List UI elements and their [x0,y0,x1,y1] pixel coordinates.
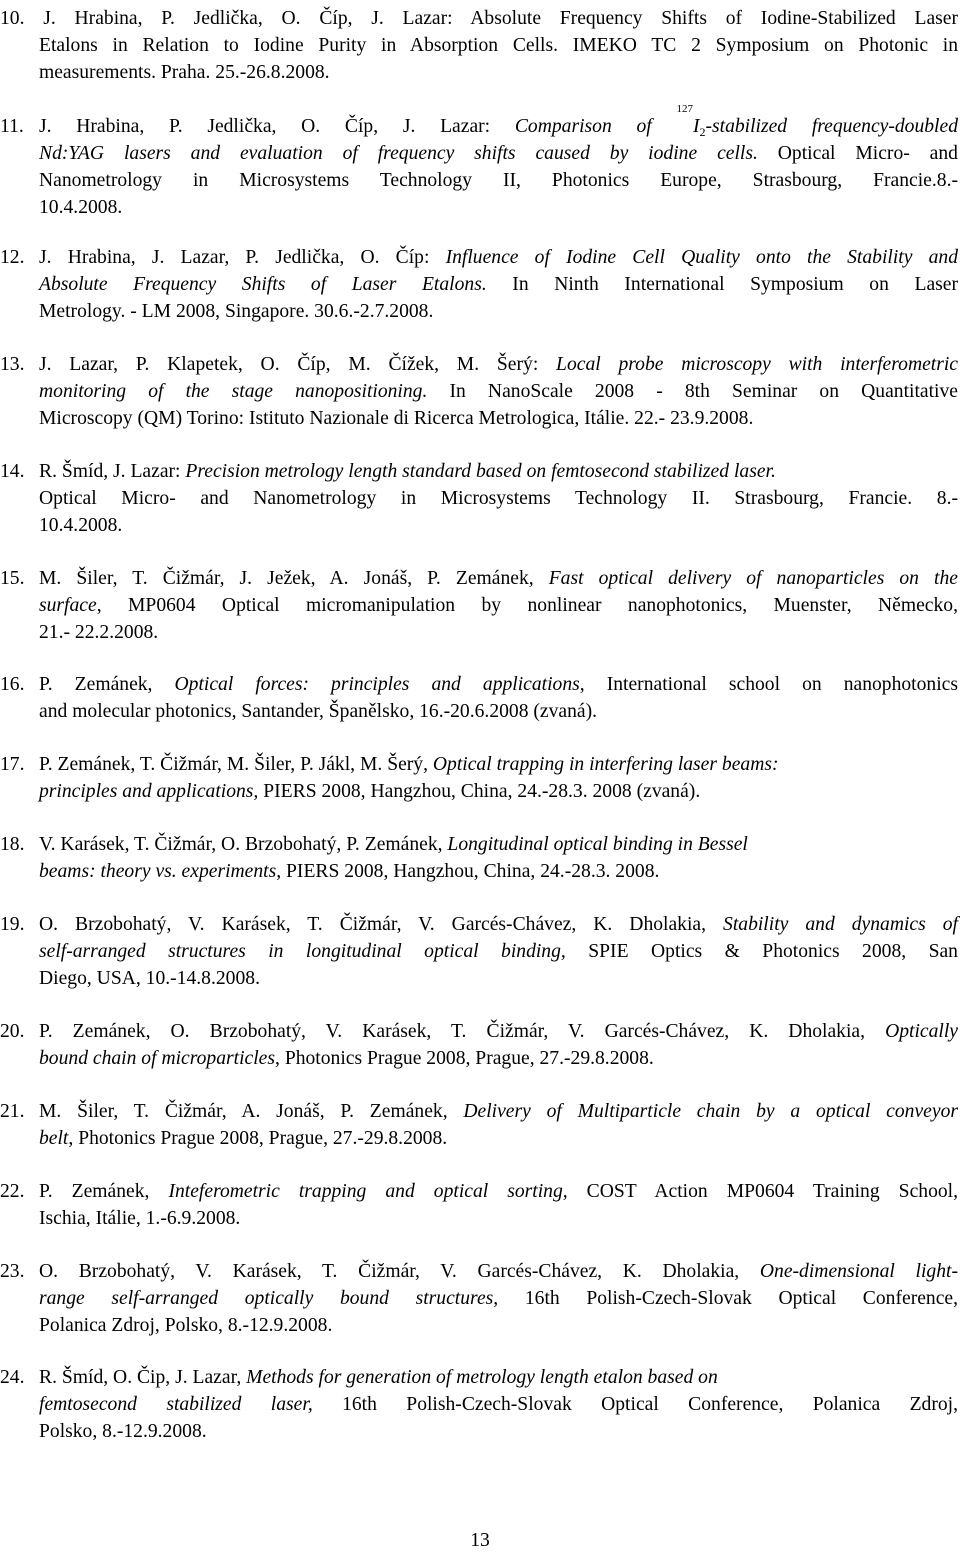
ref-21-line-2 [39,1125,958,1152]
ref-11-venue-cont: Nanometrology in Microsystems Technology II, Photonics Europe, Strasbourg, Francie.8.- [39,170,958,191]
ref-24-number: 24. [0,1367,25,1388]
page-number: 13 [470,1530,490,1551]
ref-14-number: 14. [0,461,25,482]
ref-18-authors: V. Karásek, T. Čižmár, O. Brzobohatý, P. Zemánek, [39,834,448,855]
ref-13-line-3 [39,405,958,432]
ref-19-venue-cont: Diego, USA, 10.-14.8.2008. [39,968,260,989]
ref-15-authors: M. Šiler, T. Čižmár, J. Ježek, A. Jonáš, P. Zemánek, [39,568,549,589]
ref-22-line-2 [39,1205,958,1232]
ref-23-number: 23. [0,1261,25,1282]
ref-11-title-cont: Nd:YAG lasers and evaluation of frequency shifts caused by iodine cells. [39,143,758,164]
ref-21-line-1 [39,1098,958,1125]
ref-12-title-cont: Absolute Frequency Shifts of Laser Etalons. [39,274,487,295]
ref-16-authors: P. Zemánek, [39,674,175,695]
ref-15-title-cont: surface [39,595,97,616]
ref-14-line-2 [39,485,958,512]
ref-23-line-1 [39,1258,958,1285]
ref-22-line-1 [39,1178,958,1205]
ref-18-line-2 [39,858,958,885]
ref-24-authors: R. Šmíd, O. Čip, J. Lazar, [39,1367,247,1388]
ref-13-authors: J. Lazar, P. Klapetek, O. Číp, M. Čížek, M. Šerý: [39,354,557,375]
ref-15-line-1 [39,565,958,592]
ref-18-number: 18. [0,834,25,855]
ref-10-line-1 [0,5,958,32]
ref-24-title-cont: femtosecond stabilized laser, [39,1394,313,1415]
ref-13-venue: In NanoScale 2008 - 8th Seminar on Quantitative [427,381,958,402]
ref-20-number: 20. [0,1021,25,1042]
ref-12-line-1 [39,244,958,271]
ref-14-authors: R. Šmíd, J. Lazar: [39,461,186,482]
ref-20-line-1 [39,1018,958,1045]
ref-10-line-3-text: measurements. Praha. 25.-26.8.2008. [39,62,330,83]
ref-12-number: 12. [0,247,25,268]
ref-19-line-3 [39,965,958,992]
ref-24-venue-cont: Polsko, 8.-12.9.2008. [39,1421,207,1442]
ref-21-number: 21. [0,1101,25,1122]
ref-15-line-2 [39,592,958,619]
ref-24-line-2 [39,1391,958,1418]
ref-11-subscript: 2 [699,125,706,139]
ref-21-title-cont: belt [39,1128,69,1149]
ref-14-line-1 [39,458,958,485]
ref-22-authors: P. Zemánek, [39,1181,169,1202]
ref-12-line-3 [39,298,958,325]
ref-17-line-2 [39,778,958,805]
ref-15-venue: , MP0604 Optical micromanipulation by nonlinear nanophotonics, Muenster, Německo, [96,595,958,616]
ref-19-title-cont: self-arranged structures in longitudinal optical binding, [39,941,566,962]
ref-23-line-3 [39,1312,958,1339]
ref-11-line-4 [39,194,958,221]
ref-17-title-cont: principles and applications, [39,781,259,802]
ref-17-number: 17. [0,754,25,775]
ref-23-venue-cont: Polanica Zdroj, Polsko, 8.-12.9.2008. [39,1315,333,1336]
ref-20-title: Optically [885,1021,958,1042]
ref-15-title: Fast optical delivery of nanoparticles on the [548,568,958,589]
ref-18-title-cont: beams: theory vs. experiments, [39,861,282,882]
ref-12-authors: J. Hrabina, J. Lazar, P. Jedlička, O. Číp: [39,247,446,268]
ref-14-line-3 [39,512,958,539]
ref-21-authors: M. Šiler, T. Čižmár, A. Jonáš, P. Zemánek, [39,1101,464,1122]
ref-12-venue-cont: Metrology. - LM 2008, Singapore. 30.6.-2.7.2008. [39,301,434,322]
ref-16-line-2 [39,698,958,725]
ref-19-authors: O. Brzobohatý, V. Karásek, T. Čižmár, V. Garcés-Chávez, K. Dholakia, [39,914,724,935]
ref-13-venue-cont: Microscopy (QM) Torino: Istituto Nazionale di Ricerca Metrologica, Itálie. 22.- 23.9.2008. [39,408,754,429]
ref-22-venue: COST Action MP0604 Training School, [567,1181,959,1202]
ref-11-isotope: 127 [676,103,693,115]
ref-15-date: 21.- 22.2.2008. [39,622,159,643]
ref-13-line-1 [39,351,958,378]
ref-16-title: Optical forces: principles and applications [174,674,580,695]
ref-21-title: Delivery of Multiparticle chain by a optical conveyor [463,1101,958,1122]
ref-11-line-2 [39,140,958,167]
ref-23-authors: O. Brzobohatý, V. Karásek, T. Čižmár, V. Garcés-Chávez, K. Dholakia, [39,1261,760,1282]
ref-23-title-cont: range self-arranged optically bound structures, [39,1288,499,1309]
ref-12-line-2 [39,271,958,298]
ref-19-number: 19. [0,914,25,935]
ref-22-title: Inteferometric trapping and optical sorting, [168,1181,568,1202]
ref-13-line-2 [39,378,958,405]
ref-10-line-2-text: Etalons in Relation to Iodine Purity in Absorption Cells. IMEKO TC 2 Symposium on Photonic in [39,35,958,56]
ref-14-date: 10.4.2008. [39,515,123,536]
ref-23-line-2 [39,1285,958,1312]
ref-20-venue: , Photonics Prague 2008, Prague, 27.-29.8.2008. [275,1048,654,1069]
ref-16-venue-cont: and molecular photonics, Santander, Španělsko, 16.-20.6.2008 (zvaná). [39,701,598,722]
ref-18-title: Longitudinal optical binding in Bessel [447,834,748,855]
ref-13-title: Local probe microscopy with interferometric [556,354,958,375]
ref-17-line-1 [39,751,958,778]
ref-13-title-cont: monitoring of the stage nanopositioning. [39,381,428,402]
ref-17-authors: P. Zemánek, T. Čižmár, M. Šiler, P. Jákl, M. Šerý, [39,754,433,775]
ref-19-line-2 [39,938,958,965]
ref-11-venue: Optical Micro- and [757,143,958,164]
ref-20-line-2 [39,1045,958,1072]
ref-22-venue-cont: Ischia, Itálie, 1.-6.9.2008. [39,1208,241,1229]
ref-11-authors: J. Hrabina, P. Jedlička, O. Číp, J. Lazar: [39,116,515,137]
ref-24-venue: 16th Polish-Czech-Slovak Optical Conference, Polanica Zdroj, [312,1394,958,1415]
ref-11-iodine: I [692,116,700,137]
ref-16-line-1 [39,671,958,698]
ref-13-number: 13. [0,354,25,375]
ref-17-title: Optical trapping in interfering laser beams: [432,754,779,775]
ref-22-number: 22. [0,1181,25,1202]
ref-11-date: 10.4.2008. [39,197,123,218]
ref-16-venue: , International school on nanophotonics [579,674,958,695]
ref-23-title: One-dimensional light- [759,1261,958,1282]
ref-24-title: Methods for generation of metrology length etalon based on [246,1367,718,1388]
ref-10-line-3 [39,59,958,86]
ref-23-venue: 16th Polish-Czech-Slovak Optical Conference, [498,1288,959,1309]
ref-20-authors: P. Zemánek, O. Brzobohatý, V. Karásek, T. Čižmár, V. Garcés-Chávez, K. Dholakia, [39,1021,886,1042]
ref-11-line-1 [39,103,958,140]
ref-14-title: Precision metrology length standard based on femtosecond stabilized laser. [185,461,776,482]
ref-15-line-3 [39,619,958,646]
ref-19-title: Stability and dynamics of [723,914,958,935]
ref-11-line-3 [39,167,958,194]
ref-12-title: Influence of Iodine Cell Quality onto the Stability and [445,247,958,268]
ref-10-line-1-text: 10. J. Hrabina, P. Jedlička, O. Číp, J. Lazar: Absolute Frequency Shifts of Iodine-Stabilized Laser [0,8,958,29]
ref-18-venue: PIERS 2008, Hangzhou, China, 24.-28.3. 2008. [281,861,660,882]
ref-24-line-1 [39,1364,958,1391]
ref-17-venue: PIERS 2008, Hangzhou, China, 24.-28.3. 2008 (zvaná). [258,781,701,802]
ref-15-number: 15. [0,568,25,589]
ref-18-line-1 [39,831,958,858]
ref-12-venue: In Ninth International Symposium on Laser [486,274,958,295]
ref-11-number: 11. [0,116,24,137]
ref-20-title-cont: bound chain of microparticles [39,1048,276,1069]
ref-24-line-3 [39,1418,958,1445]
ref-11-title-post: -stabilized frequency-doubled [705,116,958,137]
ref-21-venue: , Photonics Prague 2008, Prague, 27.-29.8.2008. [68,1128,448,1149]
ref-10-line-2 [39,32,958,59]
ref-16-number: 16. [0,674,25,695]
ref-14-venue: Optical Micro- and Nanometrology in Microsystems Technology II. Strasbourg, Francie. 8.- [39,488,958,509]
ref-11-title-pre: Comparison of [514,116,677,137]
ref-19-line-1 [39,911,958,938]
ref-19-venue: SPIE Optics & Photonics 2008, San [565,941,958,962]
